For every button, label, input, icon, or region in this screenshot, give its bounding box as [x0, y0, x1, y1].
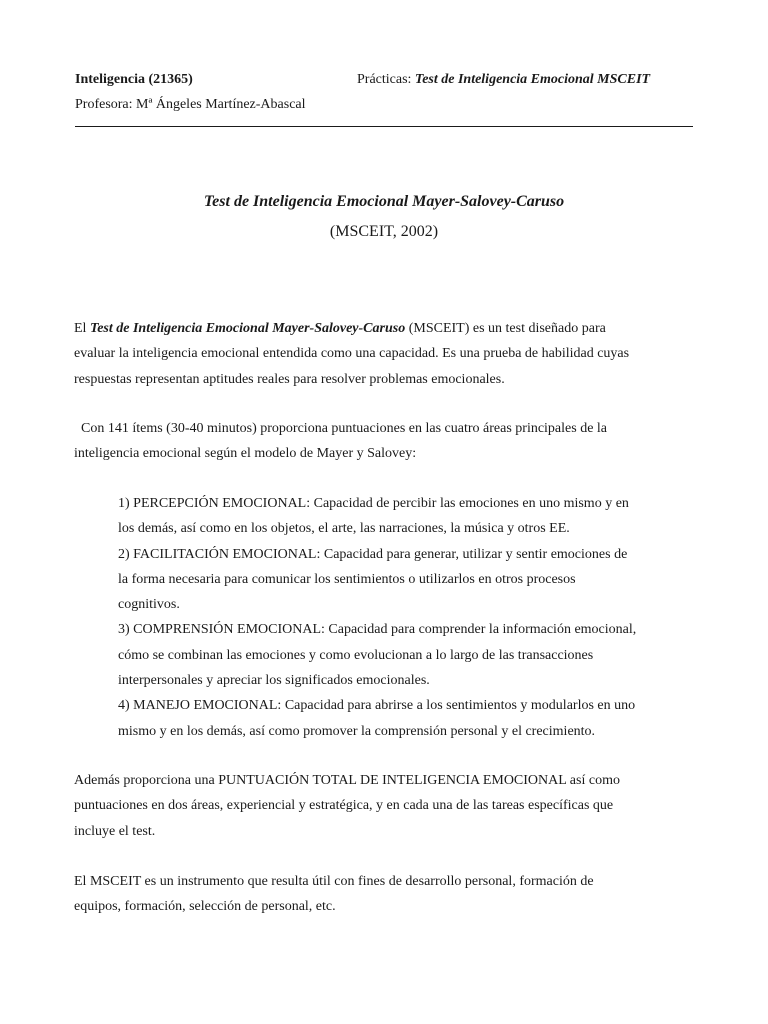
areas-list [118, 491, 718, 744]
list-line: cognitivos. [118, 597, 180, 613]
list-line: los demás, así como en los objetos, el arte, las narraciones, la música y otros EE. [118, 521, 570, 537]
extra-line: incluye el test. [74, 823, 156, 839]
list-line: la forma necesaria para comunicar los sentimientos o utilizarlos en otros procesos [118, 571, 576, 587]
list-line: interpersonales y apreciar los significados emocionales. [118, 673, 430, 689]
list-line: mismo y en los demás, así como promover la comprensión personal y el crecimiento. [118, 723, 596, 739]
extra-line: Además proporciona una PUNTUACIÓN TOTAL DE INTELIGENCIA EMOCIONAL así como [74, 773, 620, 788]
items-line: inteligencia emocional según el modelo de Mayer y Salovey: [74, 446, 417, 462]
practice-header [357, 72, 650, 88]
total-score-paragraph [74, 768, 714, 844]
list-line: 3) COMPRENSIÓN EMOCIONAL: Capacidad para comprender la información emocional, [118, 622, 637, 638]
intro-line: respuestas representan aptitudes reales para resolver problemas emocionales. [74, 371, 505, 387]
intro-paragraph [74, 316, 714, 392]
items-line: Con 141 ítems (30-40 minutos) proporciona puntuaciones en las cuatro áreas principales de la [74, 421, 608, 436]
extra-line: puntuaciones en dos áreas, experiencial y estratégica, y en cada una de las tareas específicas que [74, 798, 614, 814]
intro-suffix: (MSCEIT) es un test diseñado para [405, 321, 606, 336]
intro-prefix: El [74, 321, 90, 336]
course-name: Inteligencia (21365) [75, 72, 193, 87]
items-paragraph [74, 416, 714, 467]
list-line: 2) FACILITACIÓN EMOCIONAL: Capacidad para generar, utilizar y sentir emociones de [118, 546, 628, 562]
intro-line: evaluar la inteligencia emocional entendida como una capacidad. Es una prueba de habilidad cuyas [74, 346, 630, 362]
intro-test-name: Test de Inteligencia Emocional Mayer-Salovey-Caruso [89, 321, 406, 336]
document-title: Test de Inteligencia Emocional Mayer-Salovey-Caruso [203, 193, 565, 210]
list-line: cómo se combinan las emociones y como evolucionan a lo largo de las transacciones [118, 647, 594, 663]
intro-line [74, 316, 714, 341]
header-divider [75, 126, 693, 127]
practice-label: Prácticas: [357, 72, 412, 87]
usage-paragraph [74, 869, 714, 920]
list-line: 4) MANEJO EMOCIONAL: Capacidad para abrirse a los sentimientos y modularlos en uno [118, 698, 636, 714]
professor-name: Profesora: Mª Ángeles Martínez-Abascal [75, 97, 306, 112]
document-subtitle: (MSCEIT, 2002) [329, 223, 439, 240]
final-line: El MSCEIT es un instrumento que resulta útil con fines de desarrollo personal, formación de [74, 874, 594, 889]
list-line: 1) PERCEPCIÓN EMOCIONAL: Capacidad de percibir las emociones en uno mismo y en [118, 496, 629, 511]
practice-title: Test de Inteligencia Emocional MSCEIT [414, 72, 651, 87]
final-line: equipos, formación, selección de personal, etc. [74, 899, 336, 915]
